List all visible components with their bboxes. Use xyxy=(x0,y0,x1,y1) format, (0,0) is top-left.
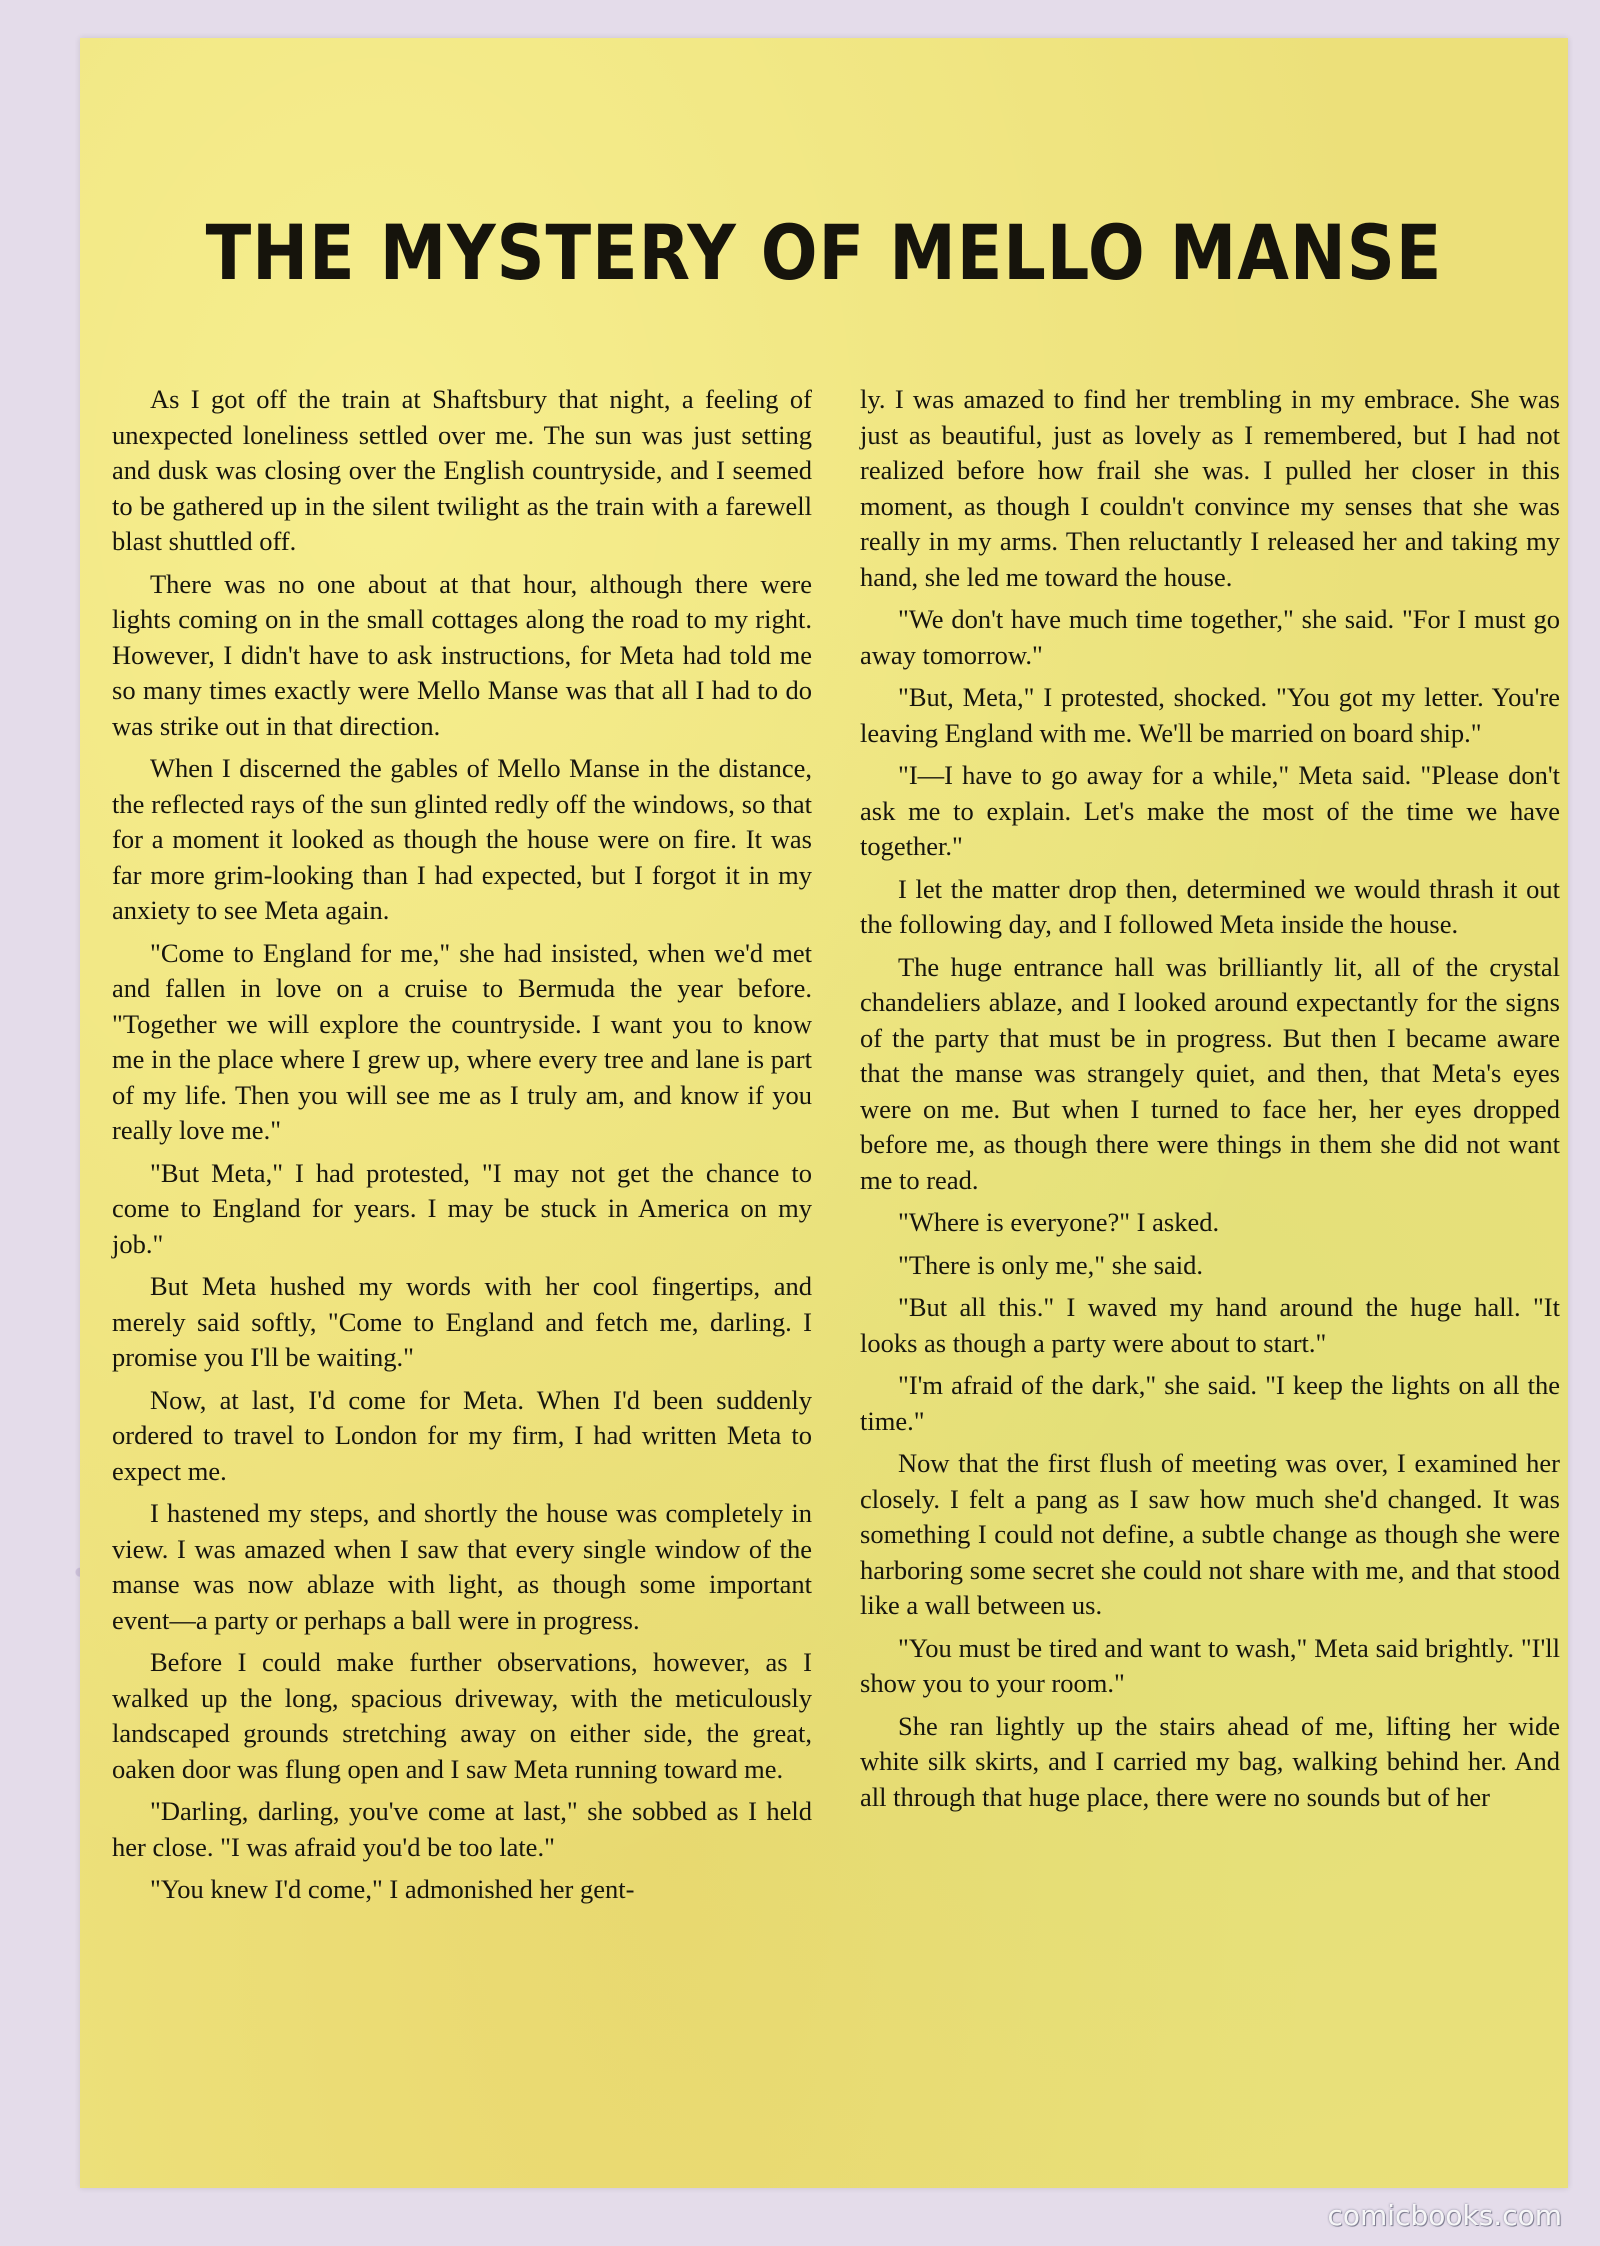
paragraph: As I got off the train at Shaftsbury that night, a feeling of unexpected loneliness settled over me. The sun was just setting and dusk was closing over the English countryside, and I seemed to be gathered up in the silent twilight as the train with a farewell blast shuttled off. xyxy=(112,384,812,556)
paragraph: "We don't have much time together," she said. "For I must go away tomorrow." xyxy=(860,604,1560,670)
paragraph: When I discerned the gables of Mello Manse in the distance, the reflected rays of the sun glinted redly off the windows, so that for a moment it looked as though the house were on fire. It was far more grim-looking than I had expected, but I forgot it in my anxiety to see Meta again. xyxy=(112,753,812,925)
paragraph: I let the matter drop then, determined we would thrash it out the following day, and I followed Meta inside the house. xyxy=(860,873,1560,939)
paragraph: There was no one about at that hour, although there were lights coming on in the small cottages along the road to my right. However, I didn't have to ask instructions, for Meta had told me so many times exactly were Mello Manse was that all I had to do was strike out in that direction. xyxy=(112,568,812,741)
paragraph: I hastened my steps, and shortly the house was completely in view. I was amazed when I saw that every single window of the manse was now ablaze with light, as though some important event—a party or perhaps a ball were in progress. xyxy=(112,1498,812,1635)
story-title: THE MYSTERY OF MELLO MANSE xyxy=(205,208,1443,297)
paragraph: But Meta hushed my words with her cool fingertips, and merely said softly, "Come to England and fetch me, darling. I promise you I'll be waiting." xyxy=(112,1271,812,1372)
paragraph: "You knew I'd come," I admonished her gent- xyxy=(150,1874,635,1904)
paragraph: "Where is everyone?" I asked. xyxy=(898,1207,1220,1237)
paragraph: She ran lightly up the stairs ahead of me, lifting her wide white silk skirts, and I carried my bag, walking behind her. And all through that huge place, there were no sounds but of her xyxy=(860,1710,1560,1812)
left-column xyxy=(112,382,812,1915)
paragraph: Now, at last, I'd come for Meta. When I'd been suddenly ordered to travel to London for my firm, I had written Meta to expect me. xyxy=(112,1384,812,1486)
paragraph: "I—I have to go away for a while," Meta said. "Please don't ask me to explain. Let's make the most of the time we have together." xyxy=(860,760,1560,861)
paragraph: "But all this." I waved my hand around the huge hall. "It looks as though a party were about to start." xyxy=(860,1292,1560,1358)
paragraph: Now that the first flush of meeting was over, I examined her closely. I felt a pang as I saw how much she'd changed. It was something I could not define, a subtle change as though she were harboring some secret she could not share with me, and that stood like a wall between us. xyxy=(860,1448,1560,1620)
paragraph: "There is only me," she said. xyxy=(898,1249,1203,1280)
paragraph: Before I could make further observations, however, as I walked up the long, spacious driveway, with the meticulously landscaped grounds stretching away on either side, the great, oaken door was flung open and I saw Meta running toward me. xyxy=(112,1647,812,1784)
site-watermark: comicbooks.com xyxy=(1327,2199,1562,2232)
paragraph: "But Meta," I had protested, "I may not get the chance to come to England for years. I may be stuck in America on my job." xyxy=(112,1157,812,1259)
paragraph: "But, Meta," I protested, shocked. "You got my letter. You're leaving England with me. We'll be married on board ship." xyxy=(860,682,1560,748)
paragraph: "You must be tired and want to wash," Meta said brightly. "I'll show you to your room." xyxy=(860,1632,1560,1698)
paragraph: ly. I was amazed to find her trembling in my embrace. She was just as beautiful, just as lovely as I remembered, but I had not realized before how frail she was. I pulled her closer in this moment, as though I couldn't convince my senses that she was really in my arms. Then reluctantly I released her and taking my hand, she led me toward the house. xyxy=(860,384,1560,592)
paragraph: The huge entrance hall was brilliantly lit, all of the crystal chandeliers ablaze, and I looked around expectantly for the signs of the party that must be in progress. But then I became aware that the manse was strangely quiet, and then, that Meta's eyes were on me. But when I turned to face her, her eyes dropped before me, as though there were things in them she did not want me to read. xyxy=(860,951,1560,1195)
right-column xyxy=(860,382,1560,1822)
paragraph: "Come to England for me," she had insisted, when we'd met and fallen in love on a cruise to Bermuda the year before. "Together we will explore the countryside. I want you to know me in the place where I grew up, where every tree and lane is part of my life. Then you will see me as I truly am, and know if you really love me." xyxy=(112,937,812,1145)
paragraph: "Darling, darling, you've come at last," she sobbed as I held her close. "I was afraid you'd be too late." xyxy=(112,1796,812,1862)
story-page xyxy=(80,38,1568,2188)
paragraph: "I'm afraid of the dark," she said. "I keep the lights on all the time." xyxy=(860,1370,1560,1436)
